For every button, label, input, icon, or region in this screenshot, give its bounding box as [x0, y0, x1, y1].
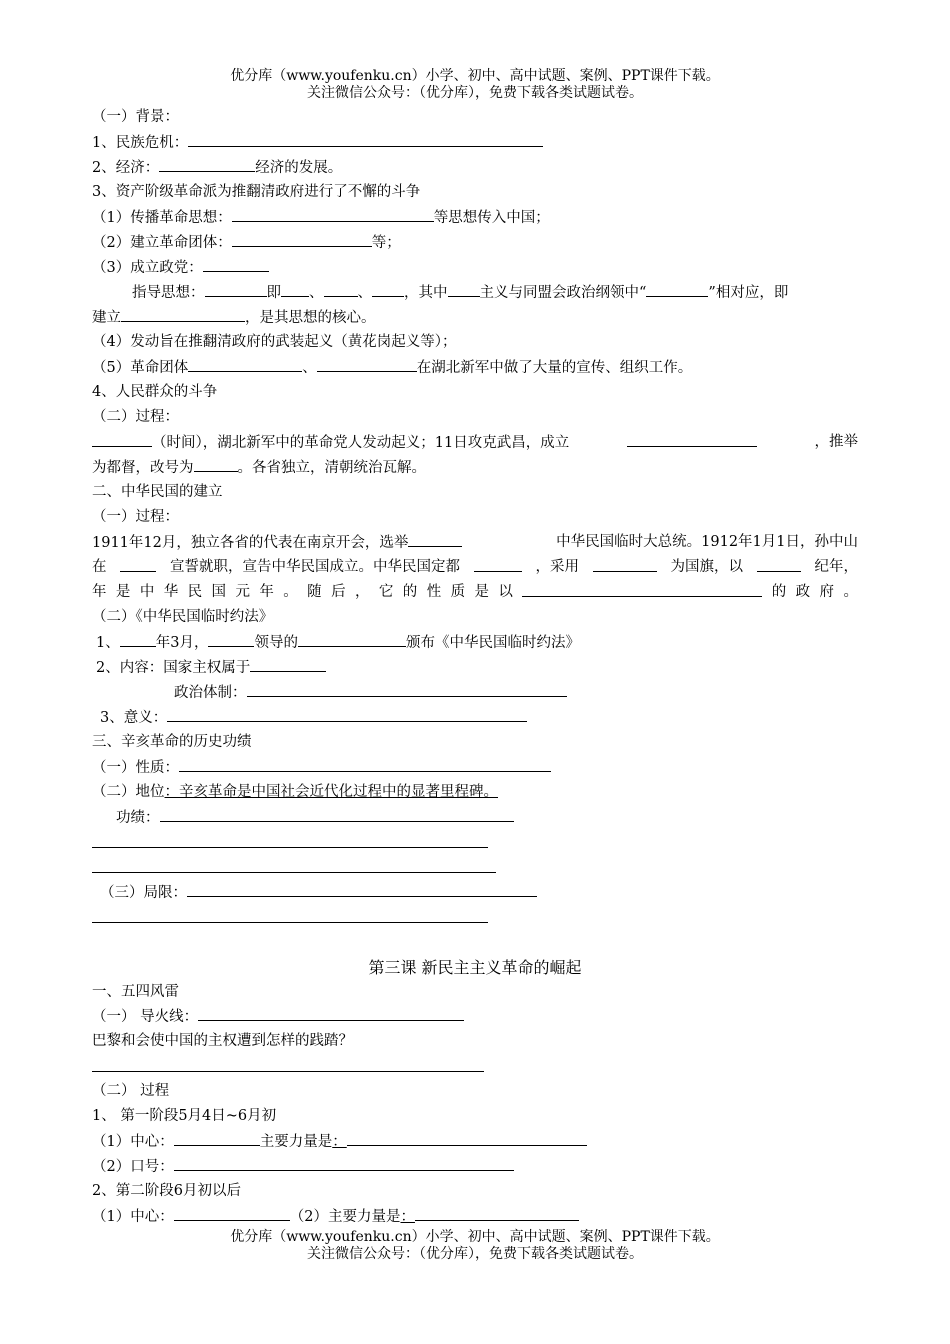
s2-process-heading: （一）过程： — [92, 509, 179, 525]
header-line-2: 关注微信公众号：（优分库），免费下载各类试题试卷。 — [307, 85, 643, 101]
may-fourth-heading: 一、五四风雷 — [92, 984, 179, 1000]
party-line: （3）成立政党： — [92, 257, 858, 278]
nature-line: 年 是 中 华 民 国 元 年 。 随 后 ， 它 的 性 质 是 以 的 政 府 。 — [92, 584, 858, 600]
section-3-heading: 三、辛亥革命的历史功绩 — [92, 734, 252, 750]
significance-line: 3、意义： — [100, 707, 858, 728]
paris-question: 巴黎和会使中国的主权遭到怎样的践踏？ — [92, 1033, 353, 1049]
nanjing-line: 1911年12月，独立各省的代表在南京开会，选举 中华民国临时大总统。1912年1月1日，孙中山 — [92, 534, 858, 551]
character-line: （一）性质： — [92, 757, 858, 778]
answer-rule-1 — [92, 847, 488, 848]
groups-line: （2）建立革命团体： 等； — [92, 232, 858, 253]
revolutionary-groups-line: （5）革命团体 、 在湖北新军中做了大量的宣传、组织工作。 — [92, 357, 858, 378]
stage-2-center-line: （1）中心： （2）主要力量是： — [92, 1206, 858, 1227]
constitution-heading: （二）《中华民国临时约法》 — [92, 609, 274, 625]
slogan-line: （2）口号： — [92, 1156, 858, 1177]
process-heading: （二）过程： — [92, 409, 179, 425]
fuse-line: （一） 导火线： — [92, 1006, 858, 1027]
establish-line: 建立 ，是其思想的核心。 — [92, 307, 858, 328]
header-line-1: 优分库（www.youfenku.cn）小学、初中、高中试题、案例、PPT课件下载。 — [230, 68, 720, 84]
footer-line-2: 关注微信公众号：（优分库），免费下载各类试题试卷。 — [307, 1246, 643, 1262]
political-system-line: 政治体制： — [174, 682, 858, 703]
section-2-heading: 二、中华民国的建立 — [92, 484, 223, 500]
sovereignty-line: 2、内容：国家主权属于 — [96, 657, 858, 678]
founding-line: 在 宣誓就职，宣告中华民国成立。中华民国定都 ，采用 为国旗，以 纪年， — [92, 559, 858, 575]
wuchang-line: （时间），湖北新军中的革命党人发动起义；11日攻克武昌，成立 ，推举 — [92, 432, 858, 453]
people-struggle-heading: 4、人民群众的斗争 — [92, 384, 218, 400]
answer-rule-3 — [92, 922, 488, 923]
background-heading: （一）背景： — [92, 109, 179, 125]
status-line: （二）地位：辛亥革命是中国社会近代化过程中的显著里程碑。 — [92, 784, 498, 800]
stage-1-heading: 1、 第一阶段5月4日~6月初 — [92, 1108, 277, 1124]
national-crisis-line: 1、民族危机： — [92, 132, 858, 153]
governor-line: 为都督，改号为 。各省独立，清朝统治瓦解。 — [92, 457, 858, 478]
answer-rule-2 — [92, 872, 496, 873]
l3-process-heading: （二） 过程 — [92, 1083, 170, 1099]
footer-line-1: 优分库（www.youfenku.cn）小学、初中、高中试题、案例、PPT课件下载。 — [230, 1229, 720, 1245]
lesson-3-title: 第三课 新民主主义革命的崛起 — [368, 958, 582, 977]
uprising-line: （4）发动旨在推翻清政府的武装起义（黄花岗起义等）； — [92, 334, 457, 350]
stage-1-center-line: （1）中心： 主要力量是： — [92, 1131, 858, 1152]
achievement-line: 功绩： — [116, 807, 858, 828]
guiding-thought-line: 指导思想： 即 、 、 ，其中 主义与同盟会政治纲领中“ ”相对应，即 — [132, 282, 858, 303]
stage-2-heading: 2、第二阶段6月初以后 — [92, 1183, 241, 1199]
struggle-heading: 3、资产阶级革命派为推翻清政府进行了不懈的斗争 — [92, 184, 421, 200]
limitation-line: （三）局限： — [100, 882, 858, 903]
constitution-promulgation-line: 1、 年3月， 领导的 颁布《中华民国临时约法》 — [96, 632, 858, 653]
answer-rule-4 — [92, 1071, 484, 1072]
spread-ideas-line: （1）传播革命思想： 等思想传入中国； — [92, 207, 858, 228]
economy-line: 2、经济： 经济的发展。 — [92, 157, 858, 178]
